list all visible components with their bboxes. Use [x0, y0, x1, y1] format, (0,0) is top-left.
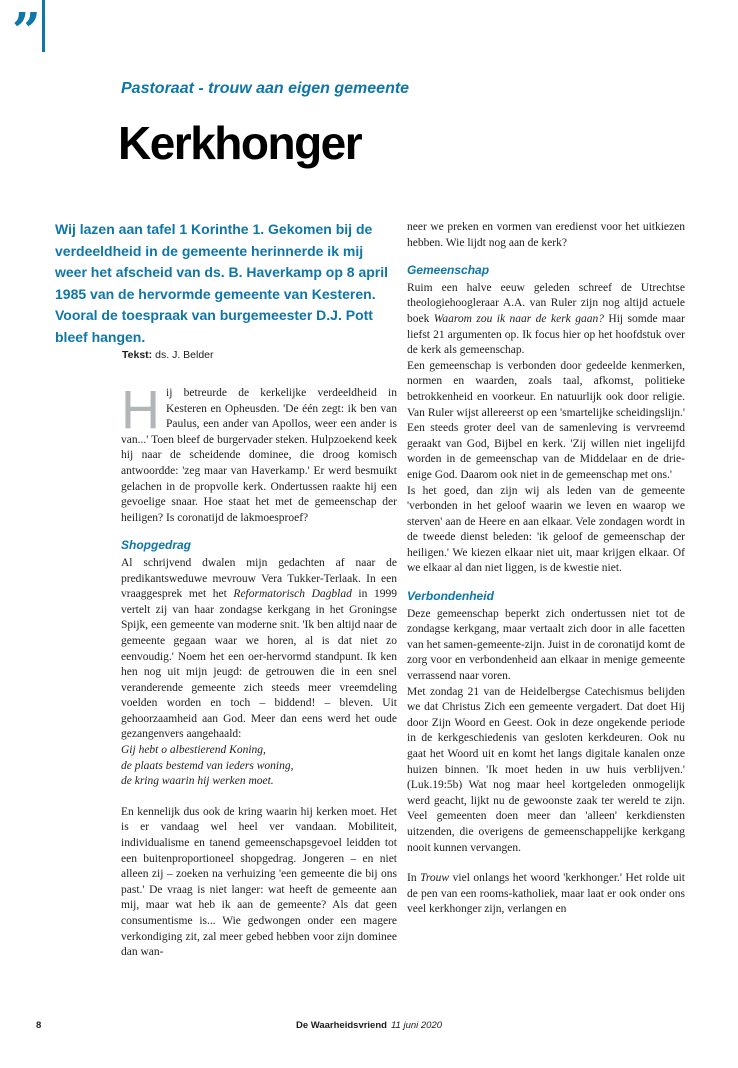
body-paragraph — [407, 220, 685, 251]
kicker: Pastoraat - trouw aan eigen gemeente — [121, 80, 410, 97]
body-paragraph — [407, 359, 685, 484]
body-paragraph — [407, 685, 685, 857]
poem-line: Gij hebt o albestierend Koning, — [121, 744, 266, 757]
body-paragraph — [121, 556, 397, 743]
body-paragraph — [121, 805, 397, 961]
text-segment: Al schrijvend dwalen mijn gedachten af naar de predikantsweduwe mevrouw Vera Tukker-Terlaak. In een vraaggesprek met het — [121, 556, 397, 601]
right-column — [407, 220, 685, 1015]
intro-paragraph: Wij lazen aan tafel 1 Korinthe 1. Gekomen bij de verdeeldheid in de gemeente herinnerde ik mij weer het afscheid van ds. B. Haverkamp op 8 april 1985 van de hervormde gemeente van Kesteren. Vooral de toespraak van burgemeester D.J. Pott bleef hangen. — [55, 221, 389, 345]
footer-center — [0, 1020, 738, 1031]
top-accent-rule — [42, 0, 45, 52]
left-column — [121, 380, 397, 986]
poem — [121, 743, 397, 790]
body-paragraph — [407, 281, 685, 359]
page-number: 8 — [36, 1020, 42, 1031]
poem-line: de kring waarin hij werken moet. — [121, 775, 274, 788]
quote-mark-icon: ” — [12, 1, 41, 60]
section-heading: Shopgedrag — [121, 538, 192, 553]
footer-date: 11 juni 2020 — [390, 1020, 443, 1031]
text-segment: ij betreurde de kerkelijke verdeeldheid in Kesteren en Opheusden. 'De één zegt: ik ben van Paulus, een ander van Apollos, weer een ander is van...' Toen bleef de burgervader steken. Hulpzoekend keek hij naar de scheidende dominee, die droog komisch antwoordde: 'zeg maar van Haverkamp.' Er werd besmuikt gelachen in de propvolle kerk. Ondertussen raakte hij een gevoelige snaar. Hoe staat het met de gemeenschap der heiligen? Is coronatijd de lakmoesproef? — [121, 387, 397, 524]
byline-author: ds. J. Belder — [155, 349, 214, 361]
text-segment: neer we preken en vormen van eredienst voor het uitkiezen hebben. Wie lijdt nog aan de kerk? — [407, 221, 685, 249]
page-footer — [0, 1020, 738, 1034]
text-segment: Is het goed, dan zijn wij als leden van de gemeente 'verbonden in het geloof waarin we leven en waarop we sterven' aan de Heere en aan elkaar. Vele zondagen wordt in de tweede dienst beleden: 'ik geloof de gemeenschap der heiligen.' We kiezen elkaar niet uit, maar krijgen elkaar. Of we elkaar al dan niet liggen, is de kwestie niet. — [407, 484, 685, 575]
byline — [122, 349, 214, 361]
poem-line: de plaats bestemd van ieders woning, — [121, 759, 294, 772]
body-paragraph — [407, 607, 685, 685]
text-segment: Trouw — [420, 872, 450, 885]
section-heading: Gemeenschap — [407, 263, 490, 278]
body-paragraph — [407, 871, 685, 918]
text-segment: En kennelijk dus ook de kring waarin hij kerken moet. Het is er vandaag wel heel ver vandaan. Mobiliteit, individualisme en tanend gemeenschapsgevoel leidden tot een buitenproportioneel shopgedrag. Jongeren – en niet alleen zij – zoeken na verhuizing 'een gemeente die bij ons past.' De vraag is niet langer: wat heeft de gemeente aan mij, maar wat heb ik aan de gemeente? Als dat geen consumentisme is... Wie gedwongen onder een magere verkondiging zit, zal meer gebed hebben voor zijn dominee dan wan- — [121, 805, 397, 959]
text-segment: Waarom zou ik naar de kerk gaan? — [433, 312, 604, 325]
text-segment: Deze gemeenschap beperkt zich ondertussen niet tot de zondagse kerkgang, maar vertaalt zich door in alle facetten van het samen-gemeente-zijn. Juist in de coronatijd komt de zorg voor en verbondenheid aan elkaar in menige gemeente verrassend naar voren. — [407, 607, 685, 683]
text-segment: Een gemeenschap is verbonden door gedeelde kenmerken, normen en waarden, zoals taal, afkomst, politieke betrokkenheid en voorkeur. En natuurlijk ook door religie. Van Ruler wijst allereerst op een 'smartelijke scheidingslijn.' Een steeds groter deel van de samenleving is vervreemd geraakt van God, Bijbel en kerk. 'Zij willen niet ingelijfd worden in de gemeenschap van de Middelaar en de drie-enige God. Daarom ook niet in de gemeenschap met ons.' — [407, 359, 685, 481]
text-segment: in 1999 vertelt zij van haar zondagse kerkgang in het Groningse Spijk, een gemeente van moderne snit. 'Ik ben altijd naar de gemeente gegaan waar we horen, al is dat niet zo eenvoudig.' Noem het een oer-hervormd standpunt. Ik ken hen nog uit mijn jeugd: de getrouwen die in een snel veranderende gemeente zich steeds meer vreemdeling voelden worden en toch – biddend! – bleven. Uit gehoorzaamheid aan God. Meer dan eens werd het oude gezangenvers aangehaald: — [121, 588, 397, 741]
text-segment: Met zondag 21 van de Heidelbergse Catechismus belijden we dat Christus Zich een gemeente vergadert. Dat doet Hij door Zijn Woord en Geest. Ook in deze ongekende periode in de kerkgeschiedenis van gesloten kerkdeuren. Ook nu gaat het Woord uit en komt het langs digitale kanalen onze huizen binnen. 'Ik moet heden in uw huis verblijven.' (Luk.19:5b) Wat nog maar heel kortgeleden onmogelijk werd geacht, lijkt nu de gewoonste zaak ter wereld te zijn. Veel gemeenten doen meer dan 'alleen' kerkdiensten uitzenden, die overigens de gemeenschappelijke kerkgang nooit kunnen vervangen. — [407, 685, 685, 854]
text-segment: Reformatorisch Dagblad — [233, 588, 352, 601]
text-segment: Hij somde maar liefst 21 argumenten op. Ik focus hier op het hoofdstuk over de kerk als gemeenschap. — [407, 312, 685, 357]
section-heading: Verbondenheid — [407, 589, 494, 604]
article-title: Kerkhonger — [118, 117, 362, 169]
text-segment: Ruim een halve eeuw geleden schreef de Utrechtse theologiehoogleraar A.A. van Ruler zijn nog altijd actuele boek — [407, 281, 685, 325]
byline-label: Tekst: — [122, 349, 153, 361]
footer-magazine-name: De Waarheidsvriend — [295, 1020, 387, 1031]
text-segment: In — [407, 872, 421, 885]
drop-cap: H — [121, 380, 160, 440]
body-paragraph — [121, 380, 397, 526]
body-paragraph — [407, 484, 685, 578]
text-segment: viel onlangs het woord 'kerkhonger.' Het rolde uit de pen van een rooms-katholiek, maar laat er ook onder ons veel kerkhonger zijn, verlangen en — [407, 872, 685, 916]
